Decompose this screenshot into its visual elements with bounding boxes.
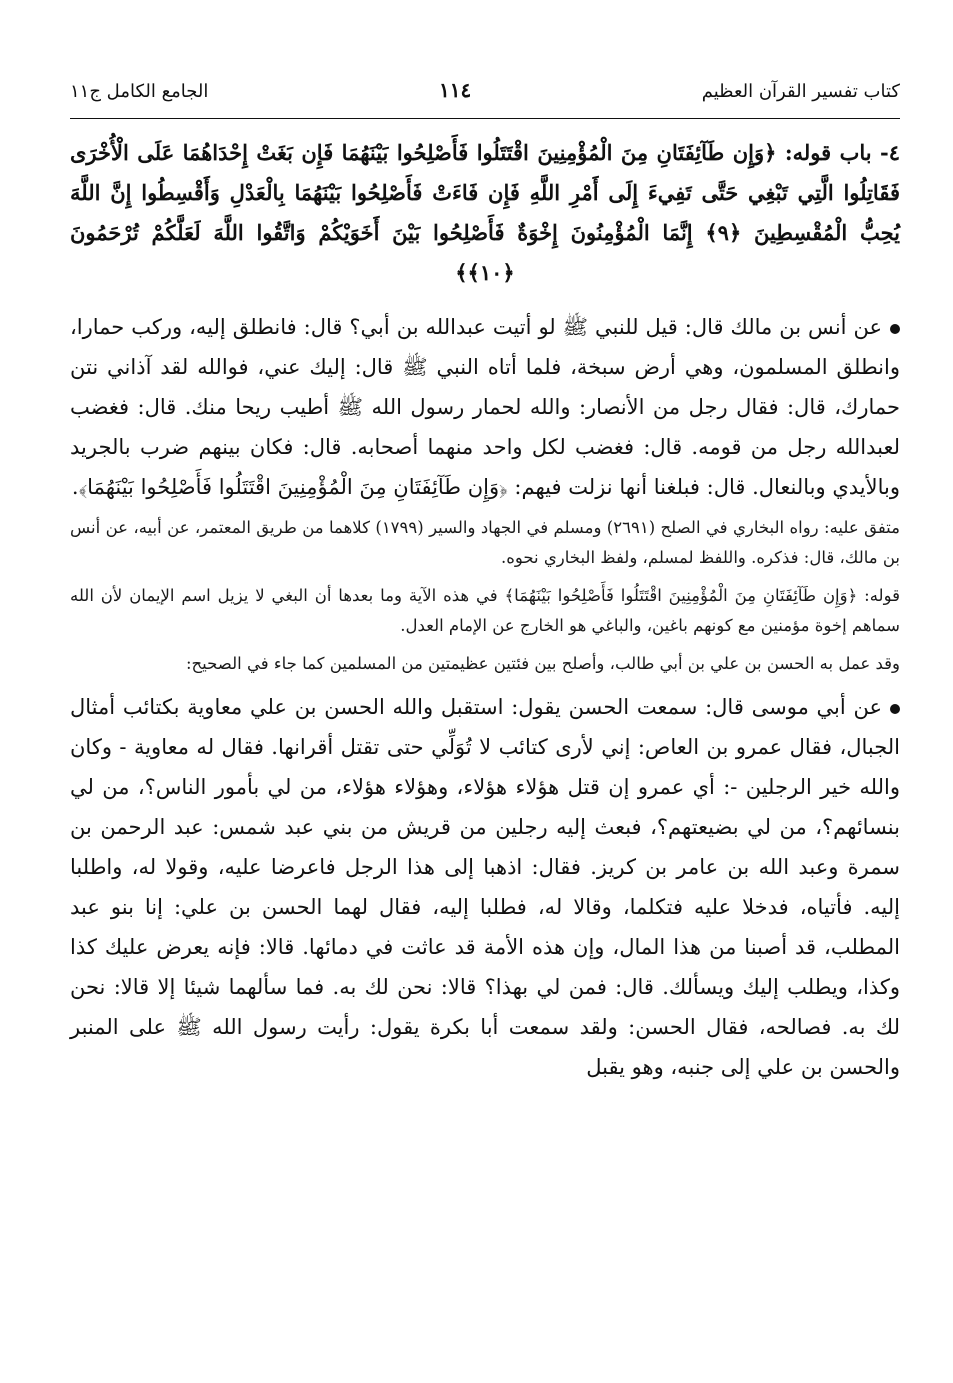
series-title: الجامع الكامل ج١١	[70, 81, 209, 102]
hasan-note: وقد عمل به الحسن بن علي بن أبي طالب، وأصلح بين فئتين عظيمتين من المسلمين كما جاء في الصحيح:	[185, 654, 900, 673]
bullet-icon	[890, 704, 900, 714]
chapter-verse: ﴿وَإِن طَآئِفَتَانِ مِنَ الْمُؤْمِنِينَ اقْتَتَلُوا فَأَصْلِحُوا بَيْنَهُمَا فَإِن بَغَتْ إِحْدَاهُمَا عَلَى الْأُخْرَى فَقَاتِلُوا الَّتِي تَبْغِي حَتَّى تَفِيءَ إِلَى أَمْرِ اللَّهِ فَإِن فَاءَتْ فَأَصْلِحُوا بَيْنَهُمَا بِالْعَدْلِ وَأَقْسِطُوا إِنَّ اللَّهَ يُحِبُّ الْمُقْسِطِينَ ﴿٩﴾ إِنَّمَا الْمُؤْمِنُونَ إِخْوَةٌ فَأَصْلِحُوا بَيْنَ أَخَوَيْكُمْ وَاتَّقُوا اللَّهَ لَعَلَّكُمْ تُرْحَمُونَ ﴿١٠﴾﴾	[70, 140, 900, 285]
takhrij-note: متفق عليه: رواه البخاري في الصلح (٢٦٩١) ومسلم في الجهاد والسير (١٧٩٩) كلاهما من طريق المعتمر، عن أبيه، عن أنس بن مالك، قال: فذكره. واللفظ لمسلم، ولفظ البخاري نحوه.	[70, 518, 900, 567]
book-title: كتاب تفسير القرآن العظيم	[701, 81, 900, 102]
page-header	[70, 78, 900, 114]
page-number: ١١٤	[438, 78, 472, 102]
chapter-title: ٤- باب قوله:	[784, 140, 900, 165]
hadith-paragraph-2	[70, 687, 900, 1087]
header-rule	[70, 118, 900, 119]
commentary-note: قوله: ﴿وَإِن طَآئِفَتَانِ مِنَ الْمُؤْمِنِينَ اقْتَتَلُوا فَأَصْلِحُوا بَيْنَهُمَا﴾ في هذه الآية وما بعدها أن البغي لا يزيل اسم الإيمان لأن الله سماهم إخوة مؤمنين مع كونهم باغين، والباغي هو الخارج عن الإمام العدل.	[70, 586, 900, 635]
bullet-icon	[890, 324, 900, 334]
document-page	[70, 78, 900, 1093]
hadith-1-text: عن أنس بن مالك قال: قيل للنبي ﷺ لو أتيت عبدالله بن أبي؟ قال: فانطلق إليه، وركب حمارا، وانطلق المسلمون، وهي أرض سبخة، فلما أتاه النبي ﷺ قال: إليك عني، فوالله لقد آذاني نتن حمارك، قال: فقال رجل من الأنصار: والله لحمار رسول الله ﷺ أطيب ريحا منك. قال: فغضب لعبدالله رجل من قومه. قال: فغضب لكل واحد منهما أصحابه. قال: فكان بينهم ضرب بالجريد وبالأيدي وبالنعال. قال: فبلغنا أنها نزلت فيهم: ﴿وَإِن طَآئِفَتَانِ مِنَ الْمُؤْمِنِينَ اقْتَتَلُوا فَأَصْلِحُوا بَيْنَهُمَا﴾.	[70, 315, 900, 499]
chapter-heading	[70, 133, 900, 293]
hadith-paragraph-1	[70, 307, 900, 507]
hadith-2-text: عن أبي موسى قال: سمعت الحسن يقول: استقبل والله الحسن بن علي معاوية بكتائب أمثال الجبال، فقال عمرو بن العاص: إني لأرى كتائب لا تُوَلِّي حتى تقتل أقرانها. فقال له معاوية - وكان والله خير الرجلين -: أي عمرو إن قتل هؤلاء هؤلاء، وهؤلاء هؤلاء، من لي بأمور الناس؟، من لي بنسائهم؟، من لي بضيعتهم؟، فبعث إليه رجلين من قريش من بني عبد شمس: عبد الرحمن بن سمرة وعبد الله بن عامر بن كريز. فقال: اذهبا إلى هذا الرجل فاعرضا عليه، وقولا له، واطلبا إليه. فأتياه، فدخلا عليه فتكلما، وقالا له، فطلبا إليه، فقال لهما الحسن بن علي: إنا بنو عبد المطلب، قد أصبنا من هذا المال، وإن هذه الأمة قد عاثت في دمائها. قالا: فإنه يعرض عليك كذا وكذا، ويطلب إليك ويسألك. قال: فمن لي بهذا؟ قالا: نحن لك به. فما سألهما شيئا إلا قالا: نحن لك به. فصالحه، فقال الحسن: ولقد سمعت أبا بكرة يقول: رأيت رسول الله ﷺ على المنبر والحسن بن علي إلى جنبه، وهو يقبل	[70, 695, 900, 1079]
